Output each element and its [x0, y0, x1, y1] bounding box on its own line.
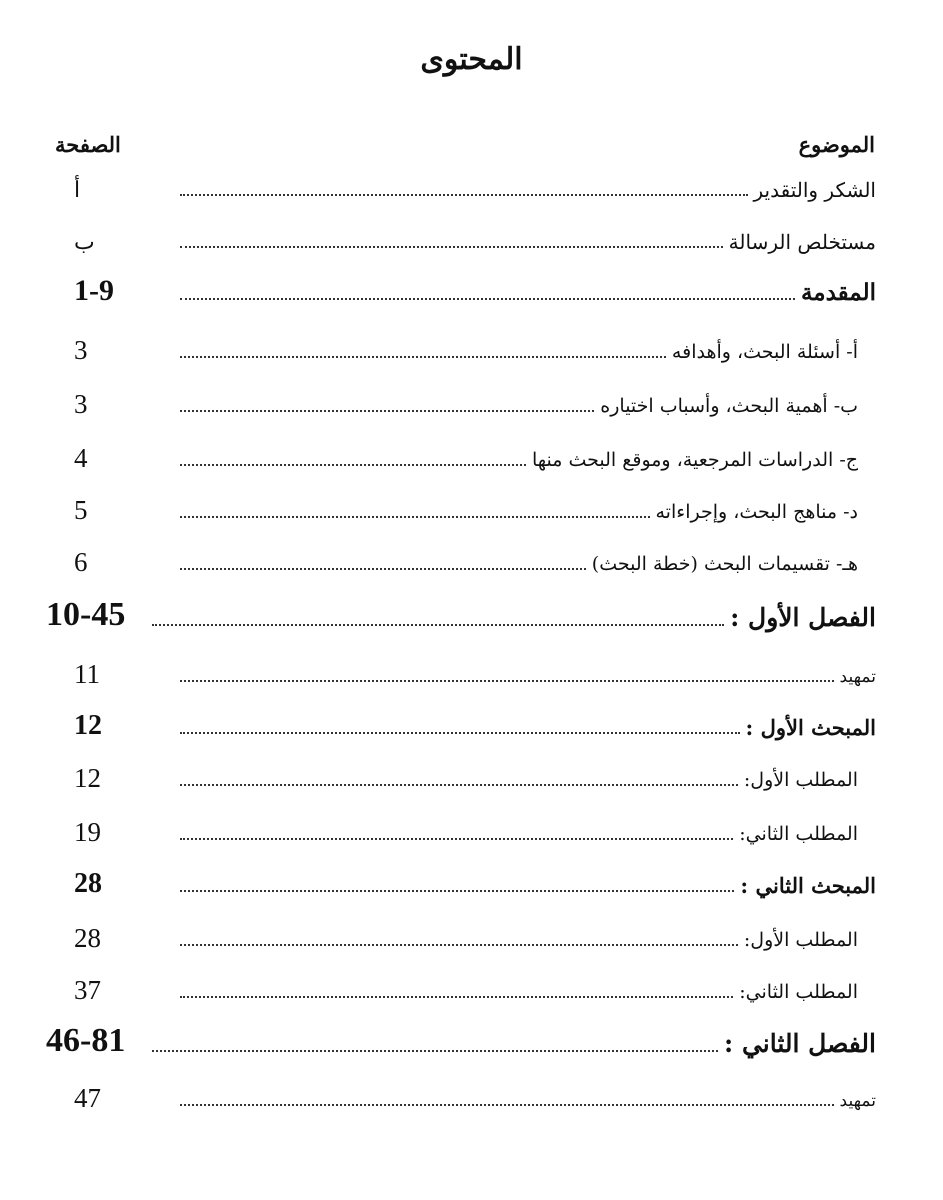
page-title: المحتوى — [420, 42, 523, 77]
toc-entry-abstract[interactable] — [40, 218, 876, 258]
toc-entry-label: أ- أسئلة البحث، وأهدافه — [671, 341, 858, 363]
leader-dots — [180, 732, 740, 734]
toc-entry-intro-d[interactable] — [40, 488, 876, 528]
toc-page-number: 47 — [74, 1083, 101, 1113]
toc-entry-label: الفصل الأول : — [730, 603, 876, 632]
toc-page-number: 12 — [74, 710, 102, 741]
leader-dots — [180, 680, 834, 682]
page-column-header: الصفحة — [55, 131, 121, 157]
leader-dots — [152, 624, 724, 626]
leader-dots — [180, 516, 650, 518]
toc-page-number: 4 — [74, 443, 88, 473]
toc-page-number: 3 — [74, 389, 88, 419]
toc-entry-intro-a[interactable] — [40, 328, 876, 368]
toc-entry-label: د- مناهج البحث، وإجراءاته — [655, 501, 858, 523]
toc-entry-acknowledgements[interactable] — [40, 166, 876, 206]
leader-dots — [180, 1104, 834, 1106]
leader-dots — [152, 1050, 718, 1052]
toc-entry-label: المقدمة — [800, 279, 876, 306]
toc-entry-label: تمهيد — [839, 1091, 876, 1111]
toc-page-number: 10-45 — [46, 596, 126, 633]
leader-dots — [180, 838, 733, 840]
toc-page-number: أ — [74, 178, 81, 203]
toc-entry-chapter-two[interactable] — [40, 1022, 876, 1062]
toc-entry-ch1-s2-part-two[interactable] — [40, 968, 876, 1008]
toc-entry-ch2-intro[interactable] — [40, 1076, 876, 1116]
toc-entry-label: مستخلص الرسالة — [728, 230, 876, 254]
toc-entry-label: تمهيد — [839, 667, 876, 687]
toc-entry-label: هـ- تقسيمات البحث (خطة البحث) — [591, 553, 858, 575]
toc-entry-intro-c[interactable] — [40, 436, 876, 476]
leader-dots — [180, 568, 586, 570]
toc-page-number: 12 — [74, 763, 101, 793]
leader-dots — [180, 298, 795, 300]
toc-entry-label: الشكر والتقدير — [753, 178, 876, 202]
toc-entry-intro-e[interactable] — [40, 540, 876, 580]
toc-entry-label: المبحث الأول : — [745, 715, 876, 740]
toc-page-number: 11 — [74, 659, 100, 689]
toc-page-number: 6 — [74, 547, 88, 577]
toc-entry-label: الفصل الثاني : — [724, 1029, 876, 1058]
toc-page-number: 1-9 — [74, 274, 114, 307]
leader-dots — [180, 996, 733, 998]
toc-entry-ch1-s1-part-two[interactable] — [40, 810, 876, 850]
toc-entry-label: المطلب الثاني: — [739, 981, 858, 1003]
leader-dots — [180, 944, 738, 946]
leader-dots — [180, 410, 594, 412]
toc-entry-label: المطلب الأول: — [743, 769, 858, 791]
toc-page-number: 19 — [74, 817, 101, 847]
toc-entry-introduction[interactable] — [40, 270, 876, 310]
toc-entry-ch1-s2-part-one[interactable] — [40, 916, 876, 956]
toc-page-number: 28 — [74, 923, 101, 953]
toc-page-number: 5 — [74, 495, 88, 525]
toc-page-number: 28 — [74, 868, 102, 899]
leader-dots — [180, 464, 526, 466]
toc-entry-intro-b[interactable] — [40, 382, 876, 422]
toc-page-number: ب — [74, 230, 95, 255]
leader-dots — [180, 246, 723, 248]
toc-entry-label: المبحث الثاني : — [740, 873, 876, 898]
toc-entry-label: ج- الدراسات المرجعية، وموقع البحث منها — [531, 449, 858, 471]
leader-dots — [180, 784, 738, 786]
toc-entry-label: ب- أهمية البحث، وأسباب اختياره — [600, 395, 858, 417]
toc-page-number: 46-81 — [46, 1022, 126, 1059]
leader-dots — [180, 356, 666, 358]
toc-entry-chapter-one[interactable] — [40, 596, 876, 636]
leader-dots — [180, 890, 734, 892]
toc-entry-ch1-section-two[interactable] — [40, 862, 876, 902]
toc-entry-ch1-s1-part-one[interactable] — [40, 756, 876, 796]
toc-entry-label: المطلب الثاني: — [739, 823, 858, 845]
leader-dots — [180, 194, 748, 196]
topic-column-header: الموضوع — [798, 131, 875, 157]
toc-page-number: 37 — [74, 975, 101, 1005]
toc-entry-ch1-intro[interactable] — [40, 652, 876, 692]
toc-page-number: 3 — [74, 335, 88, 365]
toc-entry-ch1-section-one[interactable] — [40, 704, 876, 744]
toc-entry-label: المطلب الأول: — [743, 929, 858, 951]
